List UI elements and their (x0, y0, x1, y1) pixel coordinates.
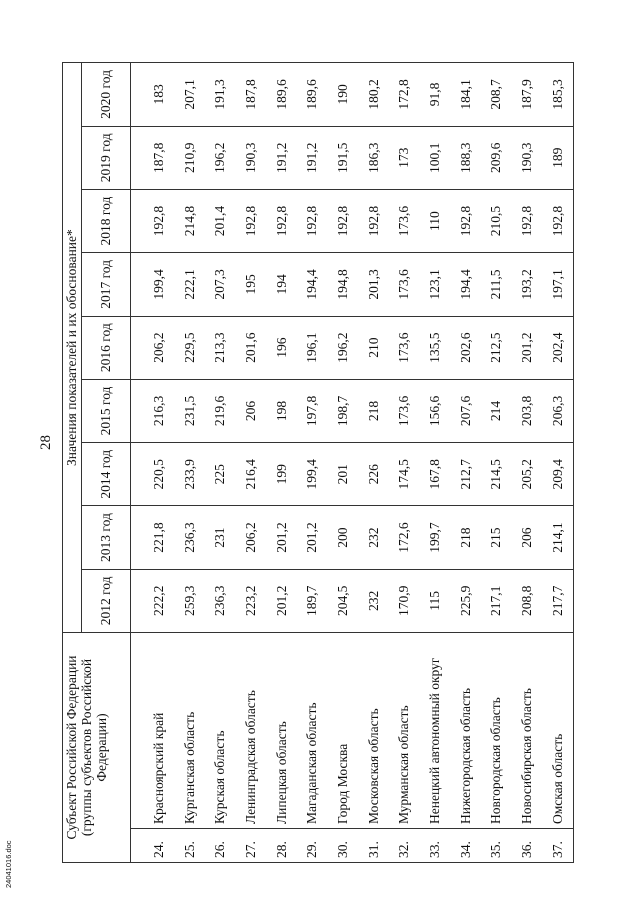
value-cell: 220,5 (144, 443, 175, 506)
subject-name: Новгородская область (481, 633, 512, 829)
value-cell: 201,6 (236, 316, 267, 379)
subject-name: Ленинградская область (236, 633, 267, 829)
value-cell: 204,5 (328, 569, 359, 632)
subject-name: Омская область (542, 633, 573, 829)
row-number: 27. (236, 829, 267, 863)
row-number: 30. (328, 829, 359, 863)
table-row (512, 63, 543, 863)
value-cell: 192,8 (297, 189, 328, 252)
value-cell: 197,8 (297, 379, 328, 442)
value-cell: 172,8 (389, 63, 420, 126)
value-cell: 156,6 (420, 379, 451, 442)
value-cell: 215 (481, 506, 512, 569)
value-cell: 206,2 (144, 316, 175, 379)
value-cell: 212,7 (450, 443, 481, 506)
value-cell: 207,1 (174, 63, 205, 126)
spacer-cell (131, 829, 144, 863)
value-cell: 194,4 (297, 253, 328, 316)
table-row (328, 63, 359, 863)
subject-name: Красноярский край (144, 633, 175, 829)
value-cell: 231,5 (174, 379, 205, 442)
value-cell: 216,4 (236, 443, 267, 506)
value-cell: 206,3 (542, 379, 573, 442)
table-row (174, 63, 205, 863)
value-cell: 231 (205, 506, 236, 569)
value-cell: 194,8 (328, 253, 359, 316)
table-row (144, 63, 175, 863)
table-row (236, 63, 267, 863)
value-cell: 197,1 (542, 253, 573, 316)
value-cell: 192,8 (266, 189, 297, 252)
value-cell: 219,6 (205, 379, 236, 442)
value-cell: 200 (328, 506, 359, 569)
value-cell: 187,9 (512, 63, 543, 126)
spacer-cell (131, 506, 144, 569)
value-cell: 212,5 (481, 316, 512, 379)
year-header: 2015 год (82, 379, 131, 442)
value-cell: 194,4 (450, 253, 481, 316)
row-number: 35. (481, 829, 512, 863)
value-cell: 123,1 (420, 253, 451, 316)
value-cell: 223,2 (236, 569, 267, 632)
value-cell: 196,1 (297, 316, 328, 379)
value-cell: 201,2 (266, 506, 297, 569)
value-cell: 202,4 (542, 316, 573, 379)
value-cell: 208,7 (481, 63, 512, 126)
value-cell: 188,3 (450, 126, 481, 189)
value-cell: 191,2 (297, 126, 328, 189)
row-number: 25. (174, 829, 205, 863)
table-row (420, 63, 451, 863)
indicator-table (62, 62, 574, 863)
value-cell: 192,8 (358, 189, 389, 252)
value-cell: 201,3 (358, 253, 389, 316)
value-cell: 183 (144, 63, 175, 126)
subject-name: Город Москва (328, 633, 359, 829)
value-cell: 174,5 (389, 443, 420, 506)
subject-name: Курганская область (174, 633, 205, 829)
value-cell: 194 (266, 253, 297, 316)
value-cell: 225 (205, 443, 236, 506)
value-cell: 192,8 (236, 189, 267, 252)
value-cell: 187,8 (236, 63, 267, 126)
value-cell: 201,2 (297, 506, 328, 569)
year-header: 2018 год (82, 189, 131, 252)
spacer-cell (131, 126, 144, 189)
value-cell: 198,7 (328, 379, 359, 442)
table-row (542, 63, 573, 863)
spacer-cell (131, 443, 144, 506)
value-cell: 225,9 (450, 569, 481, 632)
value-cell: 110 (420, 189, 451, 252)
table-body (131, 63, 574, 863)
value-cell: 221,8 (144, 506, 175, 569)
value-cell: 135,5 (420, 316, 451, 379)
value-cell: 198 (266, 379, 297, 442)
value-cell: 214,5 (481, 443, 512, 506)
value-cell: 192,8 (450, 189, 481, 252)
value-cell: 232 (358, 569, 389, 632)
value-cell: 190 (328, 63, 359, 126)
value-cell: 202,6 (450, 316, 481, 379)
rotated-table-container (62, 63, 574, 863)
value-cell: 207,3 (205, 253, 236, 316)
value-cell: 173,6 (389, 189, 420, 252)
value-cell: 199,4 (144, 253, 175, 316)
value-cell: 208,8 (512, 569, 543, 632)
spacer-cell (131, 189, 144, 252)
value-cell: 213,3 (205, 316, 236, 379)
value-cell: 209,4 (542, 443, 573, 506)
row-number: 37. (542, 829, 573, 863)
value-cell: 201,2 (266, 569, 297, 632)
year-header: 2014 год (82, 443, 131, 506)
table-row (358, 63, 389, 863)
value-cell: 189,6 (266, 63, 297, 126)
value-cell: 196,2 (328, 316, 359, 379)
subject-name: Магаданская область (297, 633, 328, 829)
value-cell: 91,8 (420, 63, 451, 126)
value-cell: 206,2 (236, 506, 267, 569)
value-cell: 209,6 (481, 126, 512, 189)
value-cell: 187,8 (144, 126, 175, 189)
value-cell: 259,3 (174, 569, 205, 632)
row-number: 36. (512, 829, 543, 863)
value-cell: 216,3 (144, 379, 175, 442)
value-cell: 199 (266, 443, 297, 506)
spacer-cell (131, 569, 144, 632)
value-cell: 173,6 (389, 379, 420, 442)
value-cell: 217,7 (542, 569, 573, 632)
value-cell: 236,3 (205, 569, 236, 632)
value-cell: 173,6 (389, 316, 420, 379)
value-cell: 214,1 (542, 506, 573, 569)
value-cell: 189,7 (297, 569, 328, 632)
value-cell: 214 (481, 379, 512, 442)
value-cell: 229,5 (174, 316, 205, 379)
subject-name: Липецкая область (266, 633, 297, 829)
value-cell: 173,6 (389, 253, 420, 316)
value-cell: 210,5 (481, 189, 512, 252)
row-number: 26. (205, 829, 236, 863)
year-header: 2016 год (82, 316, 131, 379)
value-cell: 201,2 (512, 316, 543, 379)
spacer-cell (131, 253, 144, 316)
value-cell: 192,8 (328, 189, 359, 252)
value-cell: 180,2 (358, 63, 389, 126)
value-cell: 192,8 (512, 189, 543, 252)
value-cell: 218 (358, 379, 389, 442)
value-cell: 236,3 (174, 506, 205, 569)
value-cell: 191,3 (205, 63, 236, 126)
row-number: 28. (266, 829, 297, 863)
subject-header: Субъект Российской Федерации (группы субъектов Российской Федерации) (63, 633, 131, 863)
value-cell: 226 (358, 443, 389, 506)
subject-name: Новосибирская область (512, 633, 543, 829)
value-cell: 193,2 (512, 253, 543, 316)
page-number: 28 (38, 435, 54, 450)
value-cell: 206 (236, 379, 267, 442)
row-number: 33. (420, 829, 451, 863)
year-header: 2020 год (82, 63, 131, 126)
value-cell: 214,8 (174, 189, 205, 252)
table-row (450, 63, 481, 863)
file-label: 24041016.doc (4, 840, 13, 888)
value-cell: 218 (450, 506, 481, 569)
value-cell: 222,2 (144, 569, 175, 632)
value-cell: 207,6 (450, 379, 481, 442)
value-cell: 195 (236, 253, 267, 316)
value-cell: 190,3 (236, 126, 267, 189)
value-cell: 167,8 (420, 443, 451, 506)
spacer-row (131, 63, 144, 863)
row-number: 34. (450, 829, 481, 863)
value-cell: 173 (389, 126, 420, 189)
value-cell: 100,1 (420, 126, 451, 189)
value-cell: 196,2 (205, 126, 236, 189)
value-cell: 210,9 (174, 126, 205, 189)
value-cell: 196 (266, 316, 297, 379)
value-cell: 191,5 (328, 126, 359, 189)
value-cell: 217,1 (481, 569, 512, 632)
year-header: 2017 год (82, 253, 131, 316)
value-cell: 184,1 (450, 63, 481, 126)
value-cell: 172,6 (389, 506, 420, 569)
value-cell: 199,7 (420, 506, 451, 569)
row-number: 24. (144, 829, 175, 863)
value-cell: 115 (420, 569, 451, 632)
table-row (266, 63, 297, 863)
value-cell: 185,3 (542, 63, 573, 126)
value-cell: 232 (358, 506, 389, 569)
value-cell: 191,2 (266, 126, 297, 189)
spacer-cell (131, 316, 144, 379)
year-header: 2019 год (82, 126, 131, 189)
year-header: 2013 год (82, 506, 131, 569)
spacer-cell (131, 63, 144, 126)
year-header: 2012 год (82, 569, 131, 632)
subject-name: Нижегородская область (450, 633, 481, 829)
value-cell: 189,6 (297, 63, 328, 126)
subject-name: Ненецкий автономный округ (420, 633, 451, 829)
value-cell: 201,4 (205, 189, 236, 252)
value-cell: 199,4 (297, 443, 328, 506)
table-row (297, 63, 328, 863)
value-cell: 211,5 (481, 253, 512, 316)
value-cell: 222,1 (174, 253, 205, 316)
subject-name: Мурманская область (389, 633, 420, 829)
value-cell: 192,8 (144, 189, 175, 252)
value-cell: 210 (358, 316, 389, 379)
value-cell: 233,9 (174, 443, 205, 506)
value-cell: 190,3 (512, 126, 543, 189)
value-cell: 186,3 (358, 126, 389, 189)
spacer-cell (131, 633, 144, 829)
values-header: Значения показателей и их обоснование* (63, 63, 82, 633)
spacer-cell (131, 379, 144, 442)
table-row (481, 63, 512, 863)
table-header (63, 63, 131, 863)
subject-name: Курская область (205, 633, 236, 829)
value-cell: 189 (542, 126, 573, 189)
value-cell: 192,8 (542, 189, 573, 252)
row-number: 32. (389, 829, 420, 863)
value-cell: 205,2 (512, 443, 543, 506)
value-cell: 206 (512, 506, 543, 569)
value-cell: 201 (328, 443, 359, 506)
subject-name: Московская область (358, 633, 389, 829)
row-number: 29. (297, 829, 328, 863)
value-cell: 170,9 (389, 569, 420, 632)
row-number: 31. (358, 829, 389, 863)
table-row (205, 63, 236, 863)
value-cell: 203,8 (512, 379, 543, 442)
table-row (389, 63, 420, 863)
